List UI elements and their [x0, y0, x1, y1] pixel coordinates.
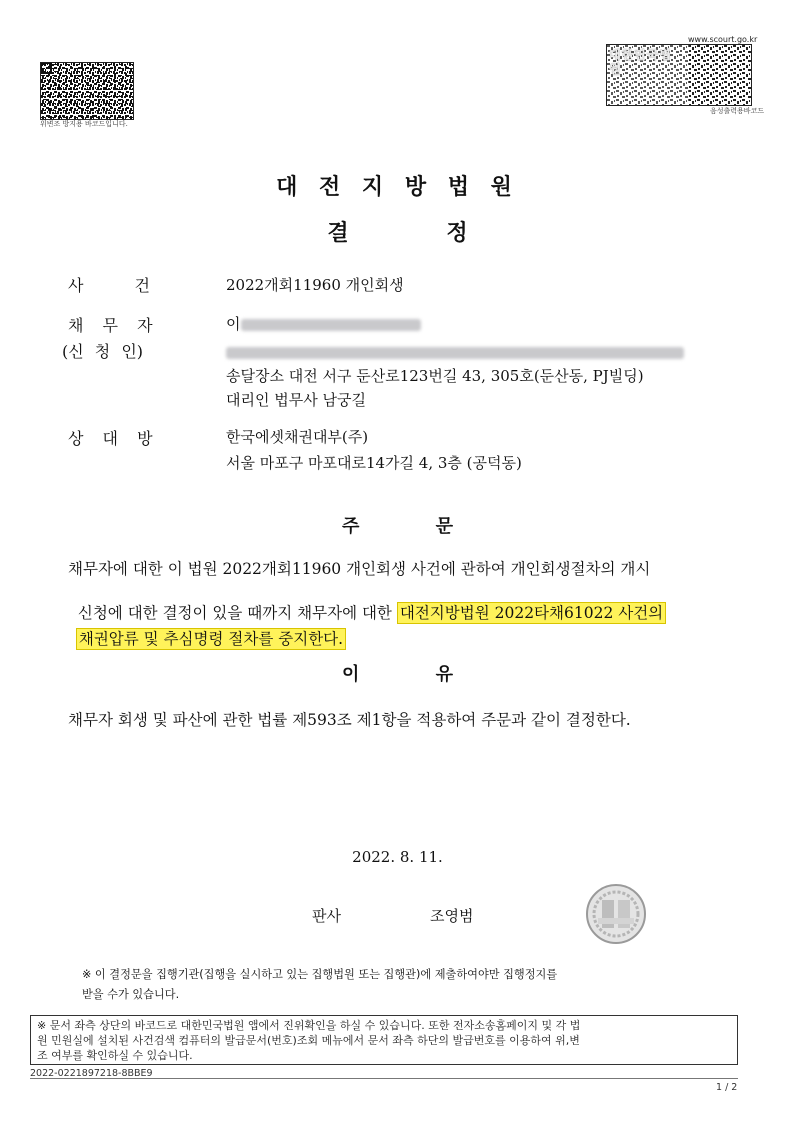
court-url: www.scourt.go.kr: [688, 35, 758, 44]
judge-name: 조영범: [430, 907, 474, 925]
case-value: 2022개회11960 개인회생: [226, 276, 404, 294]
opponent-label: 상 대 방: [68, 429, 153, 448]
judge-seal-graphic: [584, 882, 648, 946]
reason-text: 채무자 회생 및 파산에 관한 법률 제593조 제1항을 적용하여 주문과 같이 결정한다.: [68, 711, 631, 729]
judge-seal: [584, 882, 648, 946]
notice-line-1: ※ 이 결정문을 집행기관(집행을 실시하고 있는 집행법원 또는 집행관)에 제출하여야만 집행정지를: [82, 968, 558, 981]
highlighted-suspension-order: 채권압류 및 추심명령 절차를 중지한다.: [76, 628, 346, 650]
redacted-debtor-name: [241, 319, 421, 331]
authenticity-notice-line-3: 조 여부를 확인하실 수 있습니다.: [37, 1049, 193, 1062]
decision-date: 2022. 8. 11.: [352, 848, 443, 866]
highlighted-case-reference: 대전지방법원 2022타채61022 사건의: [397, 602, 666, 624]
order-line-2-text: 신청에 대한 결정이 있을 때까지 채무자에 대한: [77, 604, 397, 622]
judge-title: 판사: [312, 907, 341, 925]
debtor-label: 채 무 자: [68, 316, 153, 335]
reason-heading: 이 유: [341, 664, 454, 685]
audio-barcode-caption: 음성출력용바코드: [710, 107, 765, 115]
authenticity-notice-line-2: 원 민원실에 설치된 사건검색 컴퓨터의 발급문서(번호)조회 메뉴에서 문서 좌측 하단의 발급번호를 이용하여 위,변: [37, 1034, 580, 1047]
issue-number: 2022-0221897218-8BBE9: [30, 1068, 153, 1079]
court-name: 대 전 지 방 법 원: [276, 174, 519, 200]
delivery-address: 송달장소 대전 서구 둔산로123번길 43, 305호(둔산동, PJ빌딩): [226, 367, 644, 385]
redacted-debtor-address: [226, 342, 684, 361]
order-line-3: [66, 609, 346, 649]
redacted-address-block: [226, 347, 684, 359]
footer-divider: [30, 1078, 738, 1079]
debtor-name-prefix: 이: [226, 315, 241, 333]
page-number: 1 / 2: [716, 1082, 738, 1093]
authenticity-notice-box: [30, 1015, 738, 1065]
opponent-address: 서울 마포구 마포대로14가길 4, 3층 (공덕동): [226, 454, 522, 472]
document-type: 결 정: [327, 220, 468, 246]
opponent-name: 한국에셋채권대부(주): [226, 428, 369, 446]
applicant-label: (신 청 인): [62, 342, 144, 361]
case-label: 사 건: [68, 276, 150, 295]
agent: 대리인 법무사 남궁길: [226, 391, 366, 409]
debtor-name: [226, 313, 421, 334]
order-heading: 주 문: [341, 516, 454, 537]
notice-line-2: 받을 수가 있습니다.: [82, 988, 180, 1001]
authenticity-notice-line-1: ※ 문서 좌측 상단의 바코드로 대한민국법원 앱에서 진위확인을 하실 수 있습니다. 또한 전자소송홈페이지 및 각 법: [37, 1019, 581, 1032]
watermark-text: 대한민국법원: [609, 48, 672, 76]
verification-barcode-pattern: [41, 63, 133, 119]
verification-barcode-caption: 위변조 방지용 바코드입니다.: [40, 120, 128, 128]
verification-barcode: [40, 62, 134, 120]
order-line-1: 채무자에 대한 이 법원 2022개회11960 개인회생 사건에 관하여 개인회생절차의 개시: [68, 560, 651, 578]
